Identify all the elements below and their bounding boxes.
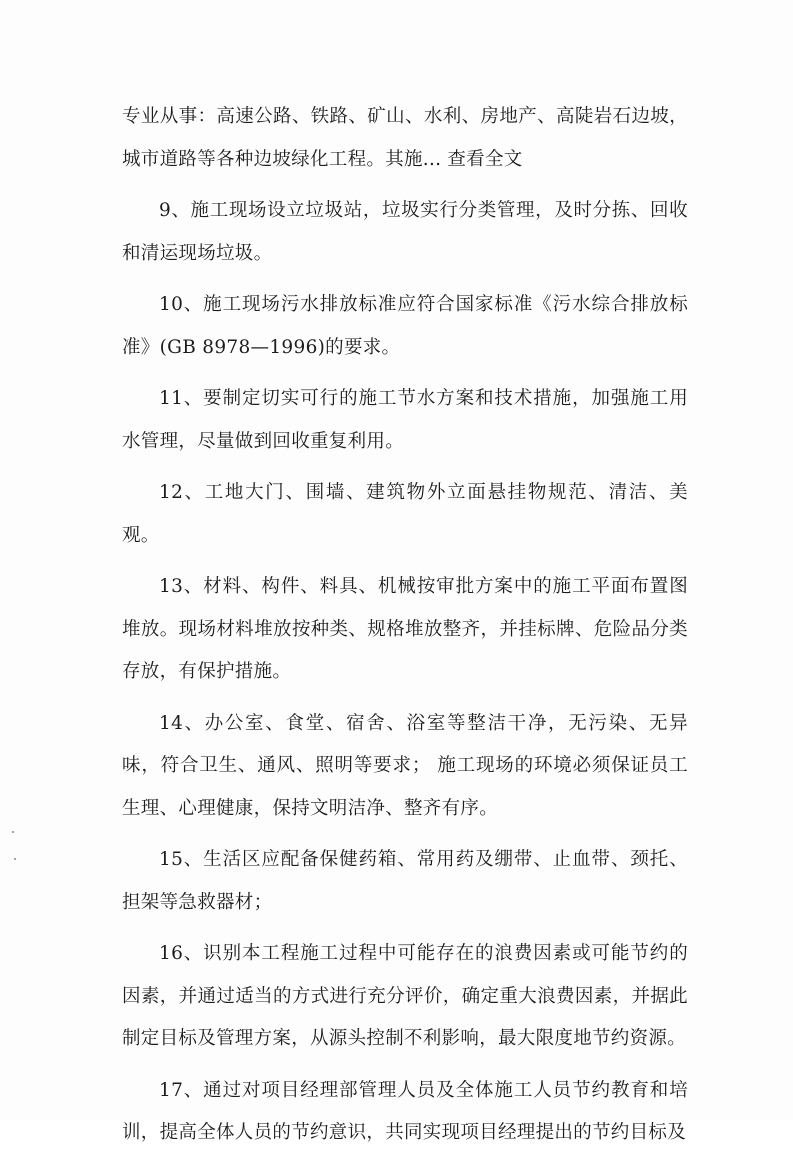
paragraph-item-11: 11、要制定切实可行的施工节水方案和技术措施，加强施工用水管理，尽量做到回收重复利用。 (122, 388, 688, 452)
scan-speck (12, 831, 14, 833)
scan-speck (14, 858, 16, 860)
paragraph-item-15: 15、生活区应配备保健药箱、常用药及绷带、止血带、颈托、担架等急救器材； (122, 849, 688, 913)
paragraph-item-9: 9、施工现场设立垃圾站，垃圾实行分类管理，及时分拣、回收和清运现场垃圾。 (122, 200, 688, 264)
paragraph-item-12: 12、工地大门、围墙、建筑物外立面悬挂物规范、清洁、美观。 (122, 482, 688, 546)
paragraph-item-13: 13、材料、构件、料具、机械按审批方案中的施工平面布置图堆放。现场材料堆放按种类、规格堆放整齐，并挂标牌、危险品分类存放，有保护措施。 (122, 576, 688, 682)
paragraph-item-10: 10、施工现场污水排放标准应符合国家标准《污水综合排放标准》(GB 8978—1996)的要求。 (122, 294, 688, 358)
document-body (122, 96, 688, 1164)
paragraph-intro-text: 专业从事：高速公路、铁路、矿山、水利、房地产、高陡岩石边坡，城市道路等各种边坡绿化工程。其施... (122, 106, 688, 170)
paragraph-item-17: 17、通过对项目经理部管理人员及全体施工人员节约教育和培训，提高全体人员的节约意识，共同实现项目经理提出的节约目标及 (122, 1079, 688, 1143)
paragraph-item-14: 14、办公室、食堂、宿舍、浴室等整洁干净，无污染、无异味，符合卫生、通风、照明等要求； 施工现场的环境必须保证员工生理、心理健康，保持文明洁净、整齐有序。 (122, 712, 688, 819)
paragraph-intro (122, 96, 688, 181)
paragraph-item-16: 16、识别本工程施工过程中可能存在的浪费因素或可能节约的因素，并通过适当的方式进行充分评价，确定重大浪费因素，并据此制定目标及管理方案，从源头控制不利影响，最大限度地节约资源。 (122, 943, 688, 1049)
view-full-text-link[interactable]: 查看全文 (447, 148, 523, 170)
